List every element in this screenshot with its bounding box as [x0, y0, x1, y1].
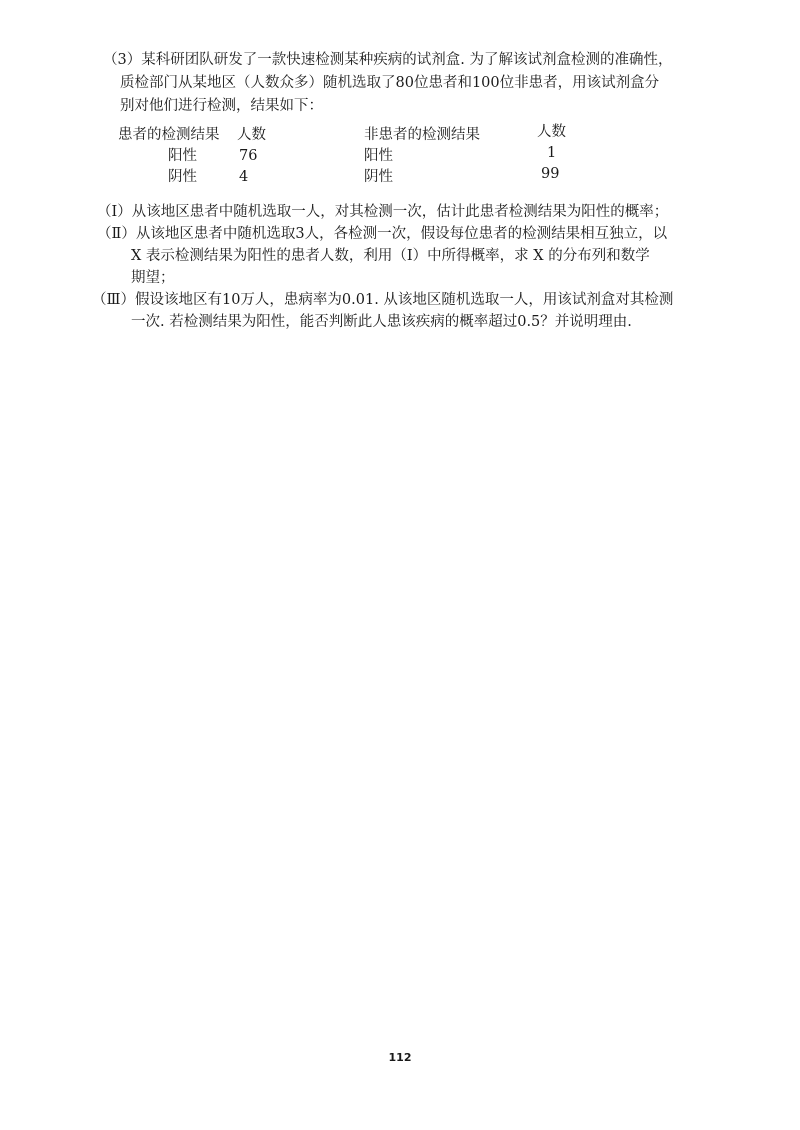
intro-line-2: 质检部门从某地区（人数众多）随机选取了80位患者和100位非患者，用该试剂盒分: [120, 75, 660, 91]
non-patients-header-count: 人数: [537, 124, 566, 140]
non-patients-header-result: 非患者的检测结果: [364, 127, 480, 143]
page-number: 112: [388, 1051, 412, 1064]
patients-row-positive-count: 76: [239, 148, 258, 164]
non-patients-row-negative-result: 阴性: [364, 169, 393, 185]
intro-line-3: 别对他们进行检测，结果如下：: [120, 98, 323, 114]
patients-header-result: 患者的检测结果: [118, 127, 220, 143]
question-1-line-1: （Ⅰ）从该地区患者中随机选取一人，对其检测一次，估计此患者检测结果为阳性的概率；: [97, 204, 669, 220]
question-2-line-3: 期望；: [131, 270, 175, 286]
patients-row-negative-count: 4: [239, 169, 249, 185]
non-patients-row-negative-count: 99: [541, 166, 560, 182]
question-3-line-2: 一次. 若检测结果为阳性，能否判断此人患该疾病的概率超过0.5？并说明理由.: [131, 314, 632, 330]
non-patients-row-positive-count: 1: [547, 145, 557, 161]
intro-line-1: （3）某科研团队研发了一款快速检测某种疾病的试剂盒. 为了解该试剂盒检测的准确性，: [103, 52, 673, 68]
patients-row-positive-result: 阳性: [168, 148, 197, 164]
question-3-line-1: （Ⅲ）假设该地区有10万人，患病率为0.01. 从该地区随机选取一人，用该试剂盒对其检测: [92, 292, 674, 308]
question-2-line-2: X 表示检测结果为阳性的患者人数，利用（Ⅰ）中所得概率，求 X 的分布列和数学: [131, 248, 650, 264]
patients-row-negative-result: 阴性: [168, 169, 197, 185]
patients-header-count: 人数: [237, 127, 266, 143]
question-2-line-1: （Ⅱ）从该地区患者中随机选取3人，各检测一次，假设每位患者的检测结果相互独立，以: [97, 226, 668, 242]
non-patients-row-positive-result: 阳性: [364, 148, 393, 164]
